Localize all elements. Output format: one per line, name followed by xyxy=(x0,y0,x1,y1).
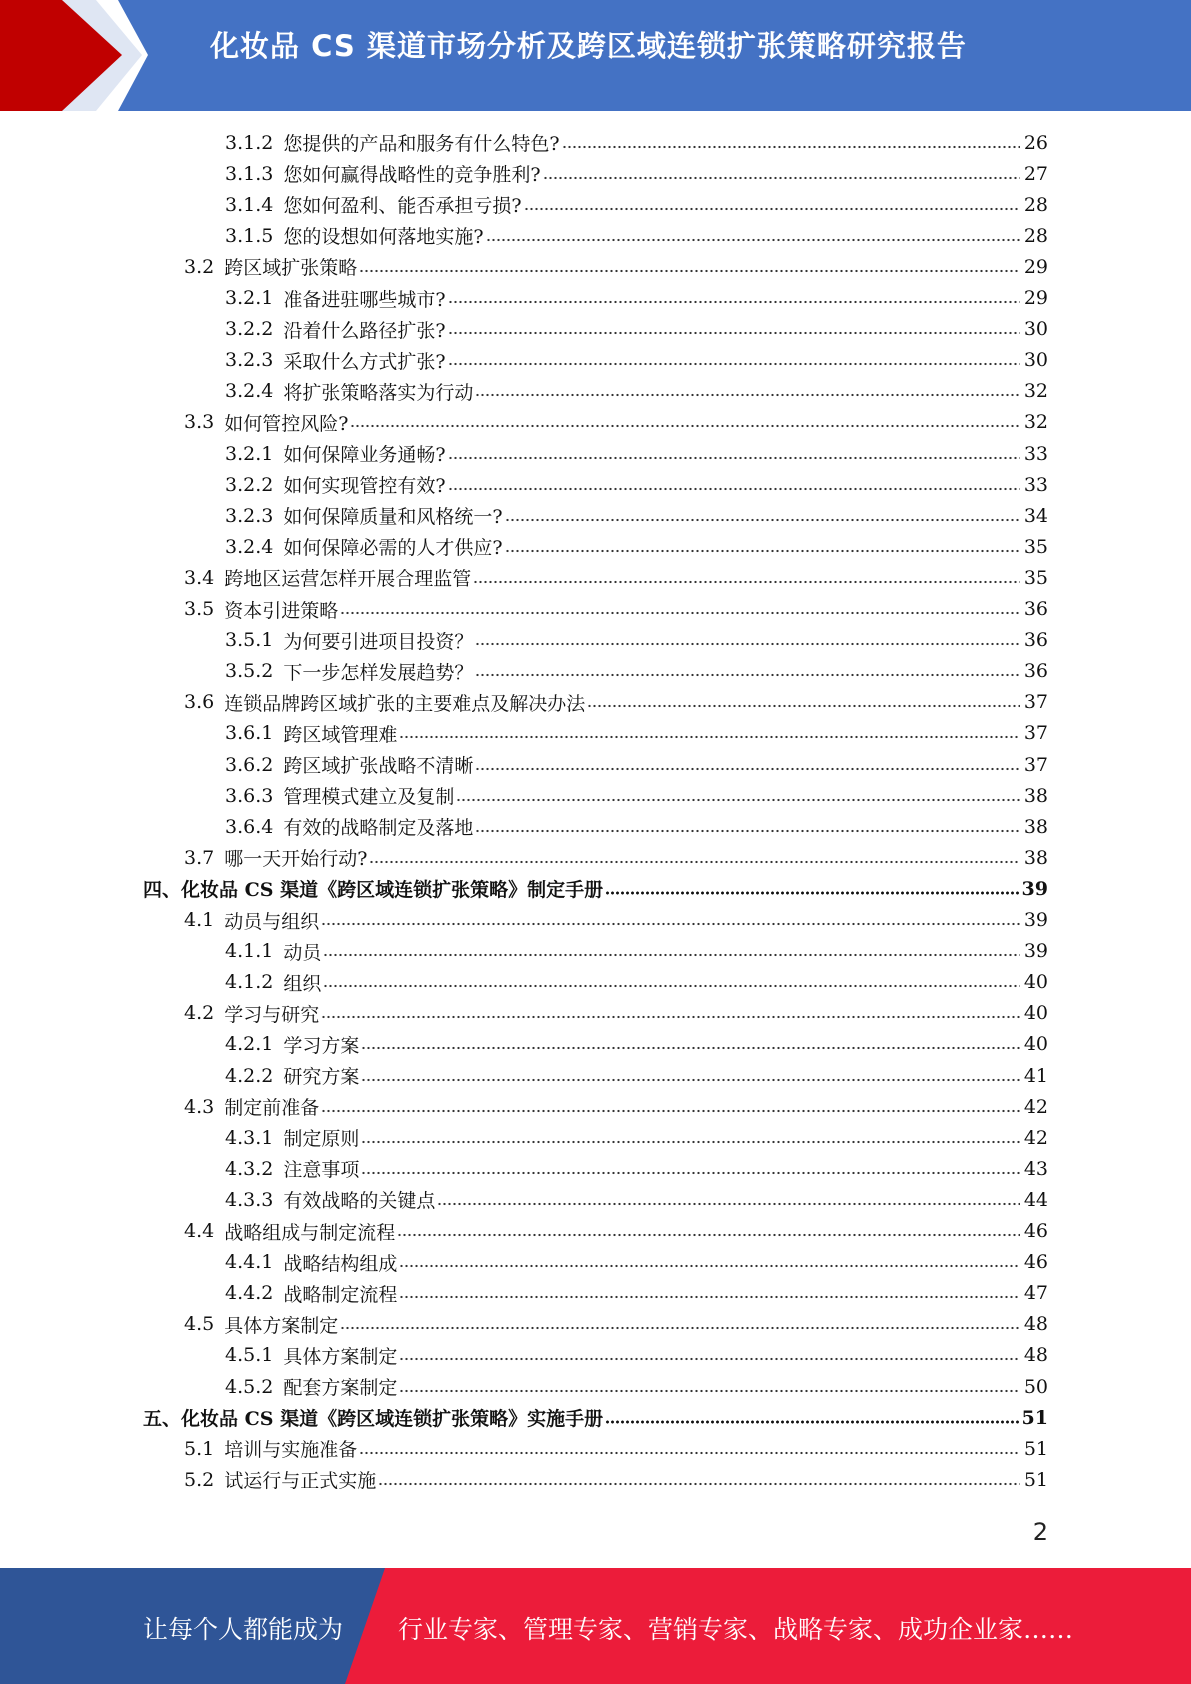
toc-entry-title: 动员与组织 xyxy=(224,910,320,933)
toc-dot-leader xyxy=(361,1170,1020,1176)
toc-dot-leader xyxy=(369,859,1020,865)
toc-entry-number: 3.4 xyxy=(184,566,215,589)
toc-entry[interactable] xyxy=(225,314,1048,345)
toc-entry-page: 28 xyxy=(1023,224,1048,247)
toc-entry-number: 3.2.1 xyxy=(225,287,274,309)
toc-entry[interactable] xyxy=(225,469,1048,500)
toc-entry-page: 26 xyxy=(1023,131,1048,154)
toc-entry-page: 42 xyxy=(1023,1095,1048,1118)
toc-dot-leader xyxy=(359,268,1020,274)
toc-dot-leader xyxy=(486,237,1020,243)
toc-entry-title: 连锁品牌跨区域扩张的主要难点及解决办法 xyxy=(224,692,586,715)
toc-entry-page: 33 xyxy=(1023,473,1048,496)
toc-entry-title: 如何保障业务通畅? xyxy=(283,444,446,466)
document-title: 化妆品 CS 渠道市场分析及跨区域连锁扩张策略研究报告 xyxy=(210,29,967,63)
toc-dot-leader xyxy=(475,672,1020,678)
toc-entry[interactable] xyxy=(225,1184,1048,1215)
toc-entry[interactable] xyxy=(225,780,1048,811)
toc-entry-title: 学习方案 xyxy=(283,1034,360,1057)
toc-entry-page: 42 xyxy=(1023,1126,1048,1149)
toc-entry-page: 35 xyxy=(1023,566,1048,589)
toc-entry[interactable] xyxy=(225,625,1048,656)
toc-dot-leader xyxy=(399,1356,1020,1362)
toc-entry[interactable] xyxy=(225,158,1048,189)
toc-entry-number: 4.4 xyxy=(184,1220,215,1242)
toc-entry-number: 3.7 xyxy=(184,846,215,869)
toc-entry[interactable] xyxy=(184,594,1048,625)
toc-entry-title: 试运行与正式实施 xyxy=(224,1470,377,1493)
toc-entry[interactable] xyxy=(225,1153,1048,1184)
toc-entry-title: 动员 xyxy=(283,941,322,964)
toc-entry-title: 培训与实施准备 xyxy=(224,1439,358,1462)
toc-entry-number: 3.2.2 xyxy=(225,318,274,341)
toc-entry[interactable] xyxy=(225,531,1048,562)
toc-entry[interactable] xyxy=(184,1091,1048,1122)
toc-dot-leader xyxy=(359,1450,1020,1456)
toc-entry[interactable] xyxy=(225,967,1048,998)
toc-entry-title: 四、化妆品 CS 渠道《跨区域连锁扩张策略》制定手册 xyxy=(143,879,604,902)
toc-entry-page: 30 xyxy=(1023,318,1048,341)
toc-entry-title: 您如何盈利、能否承担亏损? xyxy=(283,195,522,218)
toc-entry-page: 30 xyxy=(1023,349,1048,372)
toc-dot-leader xyxy=(456,797,1020,803)
toc-entry-page: 50 xyxy=(1023,1375,1048,1398)
toc-dot-leader xyxy=(448,299,1020,305)
toc-entry-number: 3.5 xyxy=(184,598,215,620)
toc-entry-page: 40 xyxy=(1023,1033,1048,1056)
toc-entry-page: 39 xyxy=(1021,877,1048,900)
toc-entry-page: 35 xyxy=(1023,535,1048,558)
toc-entry[interactable] xyxy=(225,749,1048,780)
toc-dot-leader xyxy=(475,766,1020,772)
toc-entry-page: 39 xyxy=(1023,940,1048,963)
toc-entry-number: 4.1.1 xyxy=(225,940,274,963)
toc-entry-number: 4.3.3 xyxy=(225,1188,274,1211)
toc-entry-page: 32 xyxy=(1023,411,1048,434)
toc-entry-title: 跨区域扩张策略 xyxy=(224,257,358,280)
toc-entry-title: 哪一天开始行动? xyxy=(224,848,368,871)
toc-dot-leader xyxy=(562,144,1020,150)
toc-entry[interactable] xyxy=(225,656,1048,687)
toc-entry-page: 28 xyxy=(1023,193,1048,216)
toc-entry-title: 管理模式建立及复制 xyxy=(283,786,455,809)
toc-entry-title: 战略结构组成 xyxy=(283,1252,398,1275)
footer-slogan-right: 行业专家、管理专家、营销专家、战略专家、成功企业家…… xyxy=(398,1615,1074,1644)
toc-entry[interactable] xyxy=(184,1464,1048,1495)
toc-entry[interactable] xyxy=(225,718,1048,749)
toc-entry-title: 如何保障质量和风格统一? xyxy=(283,506,503,529)
toc-entry-page: 48 xyxy=(1023,1344,1048,1367)
toc-entry[interactable] xyxy=(184,562,1048,593)
toc-entry[interactable] xyxy=(184,251,1048,282)
toc-entry-number: 3.2.2 xyxy=(225,473,274,496)
toc-entry-number: 3.1.2 xyxy=(225,131,274,154)
toc-entry-page: 36 xyxy=(1023,629,1048,652)
toc-entry-page: 51 xyxy=(1023,1468,1048,1491)
toc-entry[interactable] xyxy=(225,376,1048,407)
toc-entry-title: 您的设想如何落地实施? xyxy=(283,226,484,249)
toc-dot-leader xyxy=(397,1232,1020,1238)
toc-entry-title: 制定原则 xyxy=(283,1128,360,1151)
toc-entry-page: 29 xyxy=(1023,287,1048,309)
toc-entry-number: 3.1.3 xyxy=(225,162,274,185)
page-footer xyxy=(0,1568,1191,1684)
toc-entry-number: 4.2.2 xyxy=(225,1064,274,1087)
toc-dot-leader xyxy=(475,392,1020,398)
toc-dot-leader xyxy=(361,1045,1020,1051)
toc-entry-title: 跨地区运营怎样开展合理监管 xyxy=(224,568,472,591)
toc-entry-title: 有效的战略制定及落地 xyxy=(283,817,474,840)
toc-entry-number: 4.2 xyxy=(184,1002,215,1025)
toc-entry-page: 34 xyxy=(1023,504,1048,527)
toc-entry-number: 4.1 xyxy=(184,909,215,931)
toc-entry-page: 48 xyxy=(1023,1313,1048,1336)
toc-entry[interactable] xyxy=(184,842,1048,873)
toc-entry-number: 3.6.2 xyxy=(225,753,274,776)
toc-dot-leader xyxy=(587,703,1020,709)
toc-entry-title: 下一步怎样发展趋势？ xyxy=(283,661,474,684)
footer-slogan-left: 让每个人都能成为 xyxy=(143,1615,344,1644)
toc-entry-number: 4.4.2 xyxy=(225,1282,274,1305)
toc-entry-number: 5.2 xyxy=(184,1468,215,1491)
toc-entry-number: 3.1.5 xyxy=(225,224,274,247)
toc-entry-number: 3.2.4 xyxy=(225,535,274,558)
toc-entry-number: 3.6.1 xyxy=(225,722,274,745)
toc-entry-number: 3.1.4 xyxy=(225,193,274,216)
toc-entry[interactable] xyxy=(225,1060,1048,1091)
toc-entry[interactable] xyxy=(225,345,1048,376)
toc-entry-page: 36 xyxy=(1023,598,1048,620)
toc-entry-title: 准备进驻哪些城市? xyxy=(283,288,446,311)
toc-entry[interactable] xyxy=(225,1371,1048,1402)
toc-entry-page: 38 xyxy=(1023,815,1048,838)
toc-entry[interactable] xyxy=(225,438,1048,469)
toc-entry-title: 研究方案 xyxy=(283,1066,360,1088)
toc-entry[interactable] xyxy=(225,1247,1048,1278)
toc-dot-leader xyxy=(321,1108,1020,1114)
toc-entry-page: 41 xyxy=(1023,1064,1048,1087)
toc-entry-page: 46 xyxy=(1023,1251,1048,1274)
toc-entry-number: 3.5.2 xyxy=(225,660,274,683)
toc-dot-leader xyxy=(605,1419,1019,1425)
toc-entry-title: 为何要引进项目投资？ xyxy=(283,630,474,653)
toc-dot-leader xyxy=(323,952,1020,958)
toc-entry-title: 如何实现管控有效? xyxy=(283,475,446,498)
toc-entry-page: 37 xyxy=(1023,753,1048,776)
toc-entry-title: 资本引进策略 xyxy=(224,599,339,622)
toc-entry-number: 4.3.2 xyxy=(225,1157,274,1180)
toc-entry-page: 36 xyxy=(1023,660,1048,683)
toc-entry-page: 33 xyxy=(1023,442,1048,465)
toc-entry-title: 采取什么方式扩张? xyxy=(283,350,446,373)
toc-entry-number: 4.2.1 xyxy=(225,1033,274,1056)
toc-entry-number: 4.5.1 xyxy=(225,1344,274,1367)
toc-entry-page: 39 xyxy=(1023,909,1048,931)
toc-entry[interactable] xyxy=(225,1340,1048,1371)
toc-dot-leader xyxy=(505,548,1020,554)
toc-entry[interactable] xyxy=(184,1216,1048,1247)
toc-entry-title: 您提供的产品和服务有什么特色? xyxy=(283,133,560,155)
toc-dot-leader xyxy=(543,175,1020,181)
toc-entry-number: 4.5 xyxy=(184,1313,215,1336)
toc-entry-page: 32 xyxy=(1023,380,1048,403)
toc-entry[interactable] xyxy=(184,687,1048,718)
toc-dot-leader xyxy=(361,1077,1020,1083)
toc-dot-leader xyxy=(399,734,1020,740)
toc-entry-page: 37 xyxy=(1023,691,1048,714)
toc-entry-number: 4.4.1 xyxy=(225,1251,274,1274)
toc-entry[interactable] xyxy=(143,1402,1048,1433)
toc-entry-page: 40 xyxy=(1023,971,1048,994)
toc-entry[interactable] xyxy=(184,998,1048,1029)
toc-entry[interactable] xyxy=(184,1433,1048,1464)
toc-entry-page: 43 xyxy=(1023,1157,1048,1180)
toc-dot-leader xyxy=(524,206,1020,212)
toc-entry-title: 沿着什么路径扩张? xyxy=(283,319,446,342)
toc-entry[interactable] xyxy=(225,283,1048,314)
toc-entry-title: 如何管控风险? xyxy=(224,412,349,435)
page-header xyxy=(0,0,1191,111)
toc-dot-leader xyxy=(378,1481,1020,1487)
toc-entry[interactable] xyxy=(225,189,1048,220)
toc-dot-leader xyxy=(448,361,1020,367)
toc-entry[interactable] xyxy=(143,873,1048,904)
toc-entry-page: 51 xyxy=(1023,1437,1048,1460)
toc-dot-leader xyxy=(448,455,1020,461)
toc-entry-title: 跨区域管理难 xyxy=(283,723,398,746)
toc-dot-leader xyxy=(505,517,1020,523)
toc-dot-leader xyxy=(475,641,1020,647)
toc-dot-leader xyxy=(321,921,1020,927)
toc-dot-leader xyxy=(399,1263,1020,1269)
toc-dot-leader xyxy=(437,1201,1020,1207)
toc-dot-leader xyxy=(448,330,1020,336)
toc-entry-title: 注意事项 xyxy=(283,1159,360,1182)
toc-entry-title: 组织 xyxy=(283,972,322,995)
toc-dot-leader xyxy=(605,890,1019,896)
toc-entry-title: 具体方案制定 xyxy=(224,1314,339,1337)
toc-entry-number: 3.2 xyxy=(184,255,215,278)
toc-dot-leader xyxy=(340,1325,1020,1331)
toc-entry-page: 40 xyxy=(1023,1002,1048,1025)
toc-dot-leader xyxy=(323,983,1020,989)
toc-dot-leader xyxy=(340,610,1020,616)
page-number: 2 xyxy=(1032,1518,1048,1546)
toc-entry[interactable] xyxy=(225,1029,1048,1060)
toc-entry-number: 4.3 xyxy=(184,1095,215,1118)
toc-entry-page: 38 xyxy=(1023,846,1048,869)
toc-entry-number: 3.2.3 xyxy=(225,349,274,372)
toc-entry-number: 3.5.1 xyxy=(225,629,274,652)
toc-entry-title: 具体方案制定 xyxy=(283,1345,398,1368)
toc-entry-title: 如何保障必需的人才供应? xyxy=(283,537,503,560)
toc-entry-title: 五、化妆品 CS 渠道《跨区域连锁扩张策略》实施手册 xyxy=(143,1408,604,1431)
toc-entry-number: 3.3 xyxy=(184,411,215,434)
toc-entry-page: 44 xyxy=(1023,1188,1048,1211)
toc-dot-leader xyxy=(350,423,1020,429)
toc-entry[interactable] xyxy=(225,220,1048,251)
toc-entry-page: 46 xyxy=(1023,1220,1048,1242)
toc-entry-number: 4.3.1 xyxy=(225,1126,274,1149)
toc-entry[interactable] xyxy=(225,500,1048,531)
toc-entry[interactable] xyxy=(225,936,1048,967)
toc-entry-page: 27 xyxy=(1023,162,1048,185)
toc-entry-title: 学习与研究 xyxy=(224,1003,320,1026)
toc-entry[interactable] xyxy=(184,905,1048,936)
toc-entry[interactable] xyxy=(184,1309,1048,1340)
toc-entry-number: 3.2.1 xyxy=(225,442,274,465)
toc-entry-number: 3.6.4 xyxy=(225,815,274,838)
toc-entry-page: 37 xyxy=(1023,722,1048,745)
toc-entry-title: 战略制定流程 xyxy=(283,1283,398,1306)
toc-dot-leader xyxy=(361,1139,1020,1145)
toc-dot-leader xyxy=(321,1014,1020,1020)
toc-entry-page: 51 xyxy=(1021,1406,1048,1429)
toc-dot-leader xyxy=(475,828,1020,834)
toc-entry[interactable] xyxy=(184,407,1048,438)
toc-entry[interactable] xyxy=(225,811,1048,842)
toc-dot-leader xyxy=(399,1294,1020,1300)
toc-entry[interactable] xyxy=(225,127,1048,158)
toc-entry-number: 4.1.2 xyxy=(225,971,274,994)
toc-entry-number: 4.5.2 xyxy=(225,1375,274,1398)
toc-entry-page: 47 xyxy=(1023,1282,1048,1305)
toc-entry-title: 战略组成与制定流程 xyxy=(224,1221,396,1244)
toc-entry-title: 跨区域扩张战略不清晰 xyxy=(283,755,474,777)
toc-entry-number: 3.2.4 xyxy=(225,380,274,403)
toc-entry[interactable] xyxy=(225,1278,1048,1309)
toc-entry-number: 3.2.3 xyxy=(225,504,274,527)
toc-entry-page: 38 xyxy=(1023,784,1048,807)
toc-dot-leader xyxy=(473,579,1020,585)
toc-dot-leader xyxy=(399,1388,1020,1394)
toc-entry-title: 有效战略的关键点 xyxy=(283,1190,436,1213)
toc-entry-number: 3.6 xyxy=(184,691,215,714)
toc-entry-title: 制定前准备 xyxy=(224,1097,320,1120)
toc-entry-title: 将扩张策略落实为行动 xyxy=(283,381,474,404)
toc-entry[interactable] xyxy=(225,1122,1048,1153)
toc-dot-leader xyxy=(448,486,1020,492)
toc-entry-number: 3.6.3 xyxy=(225,784,274,807)
toc-entry-number: 5.1 xyxy=(184,1437,215,1460)
toc-entry-title: 您如何赢得战略性的竞争胜利? xyxy=(283,164,541,187)
toc-entry-page: 29 xyxy=(1023,255,1048,278)
toc-entry-title: 配套方案制定 xyxy=(283,1377,398,1399)
